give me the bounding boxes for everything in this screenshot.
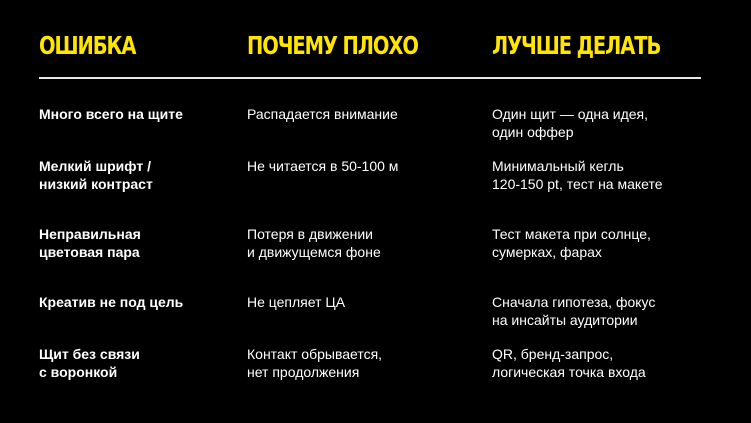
why-bad-cell: Потеря в движении и движущемся фоне: [247, 226, 381, 260]
better-cell: Минимальный кегль 120-150 pt, тест на макете: [492, 158, 663, 192]
why-bad-cell: Распадается внимание: [247, 106, 398, 122]
header-mistake: ОШИБКА: [39, 31, 136, 60]
mistake-cell: Много всего на щите: [39, 106, 183, 122]
better-cell: Тест макета при солнце, сумерках, фарах: [492, 226, 651, 260]
better-cell: Один щит — одна идея, один оффер: [492, 106, 649, 140]
mistake-cell: Неправильная цветовая пара: [39, 226, 141, 260]
header-divider: [39, 77, 701, 79]
why-bad-cell: Не цепляет ЦА: [247, 294, 346, 310]
header-why-bad: ПОЧЕМУ ПЛОХО: [247, 31, 418, 60]
better-cell: QR, бренд-запрос, логическая точка входа: [492, 346, 646, 380]
table-row: [0, 157, 751, 197]
mistake-cell: Щит без связи с воронкой: [39, 346, 140, 380]
table-row: [0, 225, 751, 265]
table-row: [0, 105, 751, 145]
why-bad-cell: Контакт обрывается, нет продолжения: [247, 346, 383, 380]
why-bad-cell: Не читается в 50-100 м: [247, 158, 399, 174]
mistake-cell: Мелкий шрифт / низкий контраст: [39, 158, 153, 192]
header-better: ЛУЧШЕ ДЕЛАТЬ: [492, 31, 661, 60]
better-cell: Сначала гипотеза, фокус на инсайты аудитории: [492, 294, 656, 328]
table-row: [0, 293, 751, 333]
mistake-cell: Креатив не под цель: [39, 294, 184, 310]
table-row: [0, 345, 751, 385]
table-header: [0, 30, 751, 66]
